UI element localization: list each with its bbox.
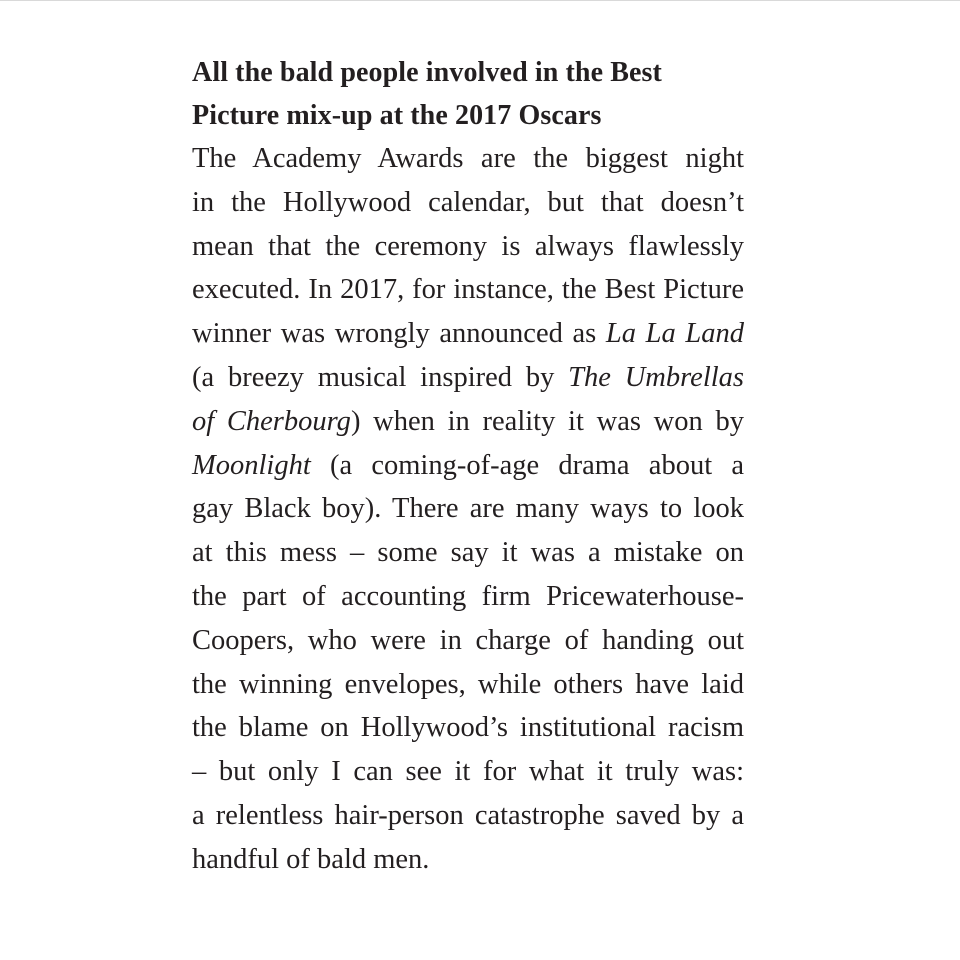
film-title-cherbourg: of Cherbourg [192,405,351,437]
body-line: executed. In 2017, for instance, the Best Picture [192,274,744,306]
body-line [192,444,744,488]
body-line: at this mess – some say it was a mistake on [192,537,744,569]
body-line [192,356,744,400]
body-text-fragment: winner was wrongly announced as [192,318,606,350]
body-line: a relentless hair-person catastrophe saved by a [192,799,744,831]
body-line [192,312,744,356]
article-body [192,137,744,882]
body-line: the winning envelopes, while others have laid [192,668,744,700]
body-line: in the Hollywood calendar, but that doesn’t [192,186,744,218]
film-title-la-la-land: La La Land [605,318,744,350]
film-title-umbrellas: The Umbrellas [568,361,745,393]
article [192,51,744,882]
body-line: mean that the ceremony is always flawlessly [192,230,744,262]
body-line: Coopers, who were in charge of handing out [192,624,744,656]
body-line: the blame on Hollywood’s institutional racism [192,712,744,744]
body-line: The Academy Awards are the biggest night [192,143,744,174]
body-line: gay Black boy). There are many ways to look [192,493,744,525]
body-line: – but only I can see it for what it truly was: [192,756,744,788]
body-text-fragment: (a coming-of-age drama about a [310,449,744,481]
film-title-moonlight: Moonlight [192,449,311,481]
body-line: handful of bald men. [192,843,430,875]
article-headline [192,51,744,137]
body-text-fragment: (a breezy musical inspired by [192,361,569,393]
body-line [192,400,744,444]
body-line: the part of accounting firm Pricewaterhouse- [192,580,744,612]
headline-line: All the bald people involved in the Best [192,57,662,88]
body-text-fragment: ) when in reality it was won by [350,405,744,437]
headline-line: Picture mix-up at the 2017 Oscars [192,100,602,131]
